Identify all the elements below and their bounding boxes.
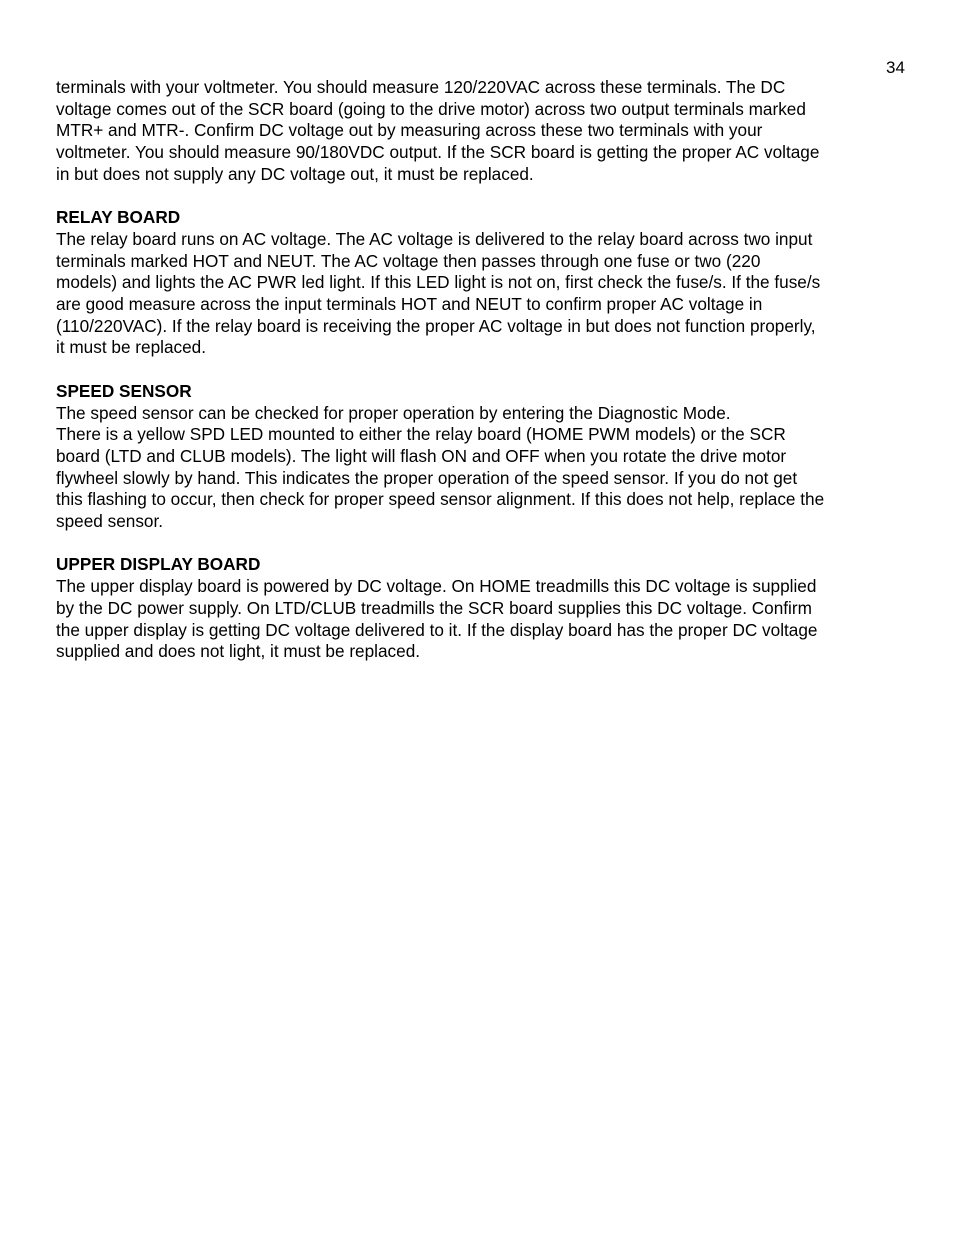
section-heading: RELAY BOARD	[56, 207, 181, 228]
section-paragraph: The upper display board is powered by DC voltage. On HOME treadmills this DC voltage is supplied by the DC power supply. On LTD/CLUB treadmills the SCR board supplies this DC voltage. Confirm the upper display is getting DC voltage delivered to it. If the display board has the proper DC voltage supplied and does not light, it must be replaced.	[56, 576, 818, 662]
page-number: 34	[886, 58, 905, 77]
section-relay-board	[56, 207, 902, 359]
intro-paragraph: terminals with your voltmeter. You should measure 120/220VAC across these terminals. The DC voltage comes out of the SCR board (going to the drive motor) across two output terminals marked MTR+ and MTR-. Confirm DC voltage out by measuring across these two terminals with your voltmeter. You should measure 90/180VDC output. If the SCR board is getting the proper AC voltage in but does not supply any DC voltage out, it must be replaced.	[56, 77, 820, 184]
section-heading: SPEED SENSOR	[56, 380, 192, 401]
section-heading: UPPER DISPLAY BOARD	[56, 554, 261, 575]
section-paragraph: The relay board runs on AC voltage. The AC voltage is delivered to the relay board across two input terminals marked HOT and NEUT. The AC voltage then passes through one fuse or two (220 models) and lights the AC PWR led light. If this LED light is not on, first check the fuse/s. If the fuse/s are good measure across the input terminals HOT and NEUT to confirm proper AC voltage in (110/220VAC). If the relay board is receiving the proper AC voltage in but does not function properly, it must be replaced.	[56, 228, 821, 358]
section-paragraph: The speed sensor can be checked for proper operation by entering the Diagnostic Mode. There is a yellow SPD LED mounted to either the relay board (HOME PWM models) or the SCR board (LTD and CLUB models). The light will flash ON and OFF when you rotate the drive motor flywheel slowly by hand. This indicates the proper operation of the speed sensor. If you do not get this flashing to occur, then check for proper speed sensor alignment. If this does not help, replace the speed sensor.	[56, 402, 825, 532]
section-upper-display-board	[56, 554, 902, 663]
document-body	[56, 77, 902, 663]
section-speed-sensor	[56, 381, 902, 533]
